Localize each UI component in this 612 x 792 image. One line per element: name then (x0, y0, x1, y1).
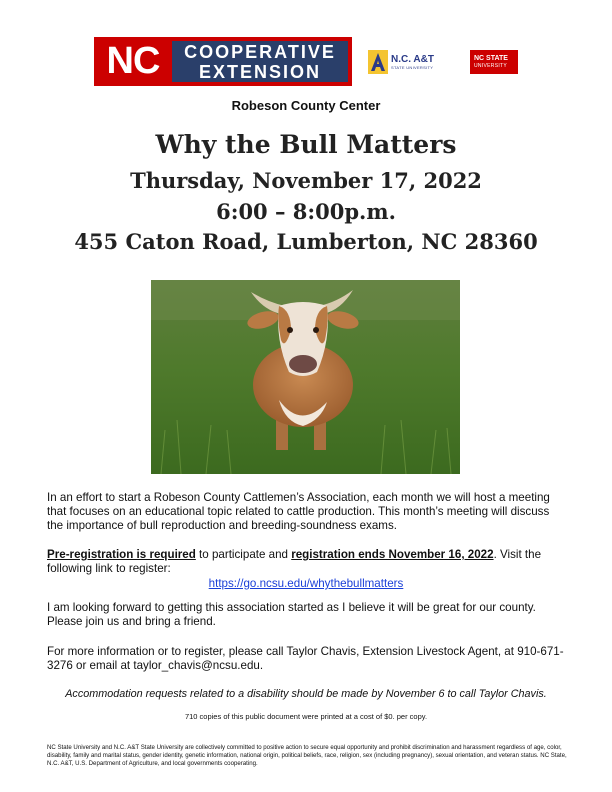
contact-paragraph: For more information or to register, please call Taylor Chavis, Extension Livestock Agent, at 910-671-3276 or email at taylor_chavis@ncsu.edu. (47, 645, 564, 672)
event-date: Thursday, November 17, 2022 (130, 168, 482, 193)
bull-photo (151, 280, 460, 474)
ncstate-logo (470, 50, 518, 74)
event-time: 6:00 – 8:00p.m. (216, 199, 396, 224)
ncstate-logo-sub: UNIVERSITY (474, 63, 508, 69)
registration-paragraph (47, 548, 567, 576)
nc-cooperative-extension-logo (94, 37, 352, 86)
nondiscrimination-footer: NC State University and N.C. A&T State University are collectively committed to positive action to secure equal opportunity and prohibit discrimination and harassment regardless of age, color, disability, family and marital status, gender identity, genetic information, national origin, political beliefs, race, religion, sex (including pregnancy), sexual orientation, and veteran status. NC State, N.C. A&T, U.S. Department of Agriculture, and local governments cooperating. (47, 744, 567, 767)
intro-paragraph: In an effort to start a Robeson County Cattlemen’s Association, each month we will host a meeting that focuses on an educational topic related to cattle production. This month’s meeting will discuss the importance of bull reproduction and breeding-soundness exams. (47, 491, 550, 532)
copies-notice: 710 copies of this public document were printed at a cost of $0. per copy. (184, 712, 428, 721)
registration-deadline: registration ends November 16, 2022 (291, 548, 494, 561)
aggie-a-icon (368, 50, 388, 74)
county-center: Robeson County Center (231, 98, 381, 113)
nc-logo-words (172, 41, 348, 82)
event-address: 455 Caton Road, Lumberton, NC 28360 (74, 229, 538, 254)
invitation-paragraph: I am looking forward to getting this association started as I believe it will be great for our county. Please join us and bring a friend. (47, 601, 536, 628)
nc-logo-line1: COOPERATIVE (184, 41, 336, 62)
accommodation-notice: Accommodation requests related to a disability should be made by November 6 to call Taylor Chavis. (65, 688, 547, 700)
preregistration-required: Pre-registration is required (47, 548, 196, 561)
ncat-logo-name: N.C. A&T (391, 54, 434, 65)
registration-link[interactable]: https://go.ncsu.edu/whythebullmatters (208, 577, 404, 590)
ncat-logo-sub: STATE UNIVERSITY (391, 65, 434, 70)
nc-logo-letters: NC (106, 40, 160, 82)
registration-end-text: . Visit the following link to register: (47, 548, 542, 575)
registration-mid-text: to participate and (195, 548, 292, 561)
nc-logo-line2: EXTENSION (198, 61, 322, 82)
ncat-logo (368, 49, 448, 75)
event-title: Why the Bull Matters (155, 130, 457, 159)
ncstate-logo-name: NC STATE (474, 55, 508, 62)
